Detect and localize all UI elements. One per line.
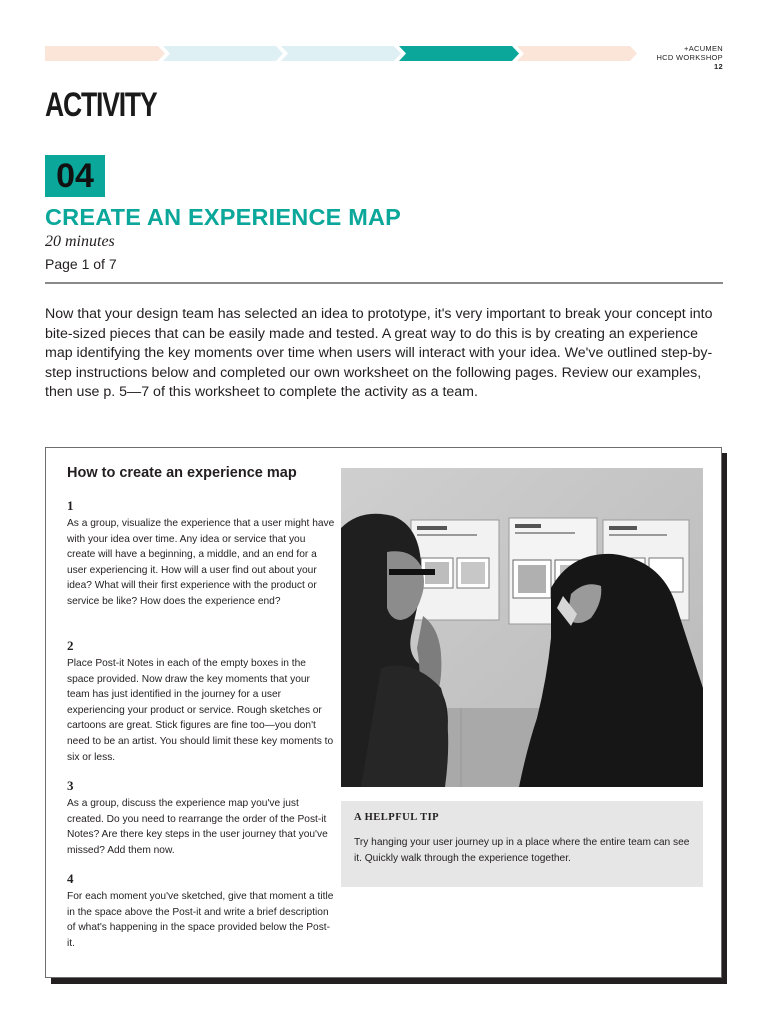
progress-step: [517, 46, 637, 61]
step-1: [67, 498, 335, 610]
intro-paragraph: Now that your design team has selected an idea to prototype, it's very important to break your concept into bite-sized pieces that can be easily made and tested. A great way to do this is by creating an experience map identifying the key moments over time when users will interact with your idea. We've outlined step-by-step instructions below and completed our own worksheet on the following pages. Review our examples, then use p. 5—7 of this worksheet to complete the activity as a team.: [45, 306, 713, 400]
instructions-heading: How to create an experience map: [67, 465, 297, 481]
progress-step-active: [399, 46, 519, 61]
duration: 20 minutes: [45, 233, 115, 250]
progress-tracker: [45, 46, 637, 61]
tip-text: Try hanging your user journey up in a place where the entire team can see it. Quickly walk through the experience together.: [354, 837, 690, 864]
brand-block: [656, 44, 723, 71]
step-number: 3: [67, 778, 74, 793]
workshop-name: HCD WORKSHOP: [656, 53, 723, 62]
step-text: For each moment you've sketched, give that moment a title in the space above the Post-it and write a brief description of what's happening in the space provided below the Post-it.: [67, 891, 334, 949]
brand-name: +ACUMEN: [684, 44, 723, 53]
tip-box: [341, 801, 703, 887]
step-4: [67, 871, 335, 951]
step-number: 1: [67, 498, 74, 513]
divider: [45, 282, 723, 284]
page-title: CREATE AN EXPERIENCE MAP: [45, 204, 402, 230]
page-count: Page 1 of 7: [45, 256, 117, 272]
step-number: 4: [67, 871, 74, 886]
step-text: As a group, discuss the experience map you've just created. Do you need to rearrange the order of the Post-it Notes? Are there key steps in the user journey that you've missed? Add them now.: [67, 798, 328, 856]
step-number: 2: [67, 638, 74, 653]
progress-step: [163, 46, 283, 61]
progress-step: [281, 46, 401, 61]
step-text: As a group, visualize the experience that a user might have with your idea over time. Any idea or service that you create will have a beginning, a middle, and an end for a user experiencing it. How will a user find out about your idea? What will their first experience with the product or service be like? How does the experience end?: [67, 518, 335, 607]
page-number: 12: [714, 62, 723, 71]
step-2: [67, 638, 335, 765]
step-text: Place Post-it Notes in each of the empty boxes in the space provided. Now draw the key moments that your team has just identified in the journey for a user experiencing your product or service. Rough sketches or cartoons are great. Stick figures are fine too—you don't need to be an artist. You should limit these key moments to six or less.: [67, 658, 334, 763]
activity-heading: ACTIVITY: [45, 86, 157, 124]
activity-number: 04: [45, 155, 105, 197]
workshop-photo: [341, 468, 703, 787]
progress-step: [45, 46, 165, 61]
step-3: [67, 778, 335, 858]
tip-title: A HELPFUL TIP: [354, 812, 440, 823]
